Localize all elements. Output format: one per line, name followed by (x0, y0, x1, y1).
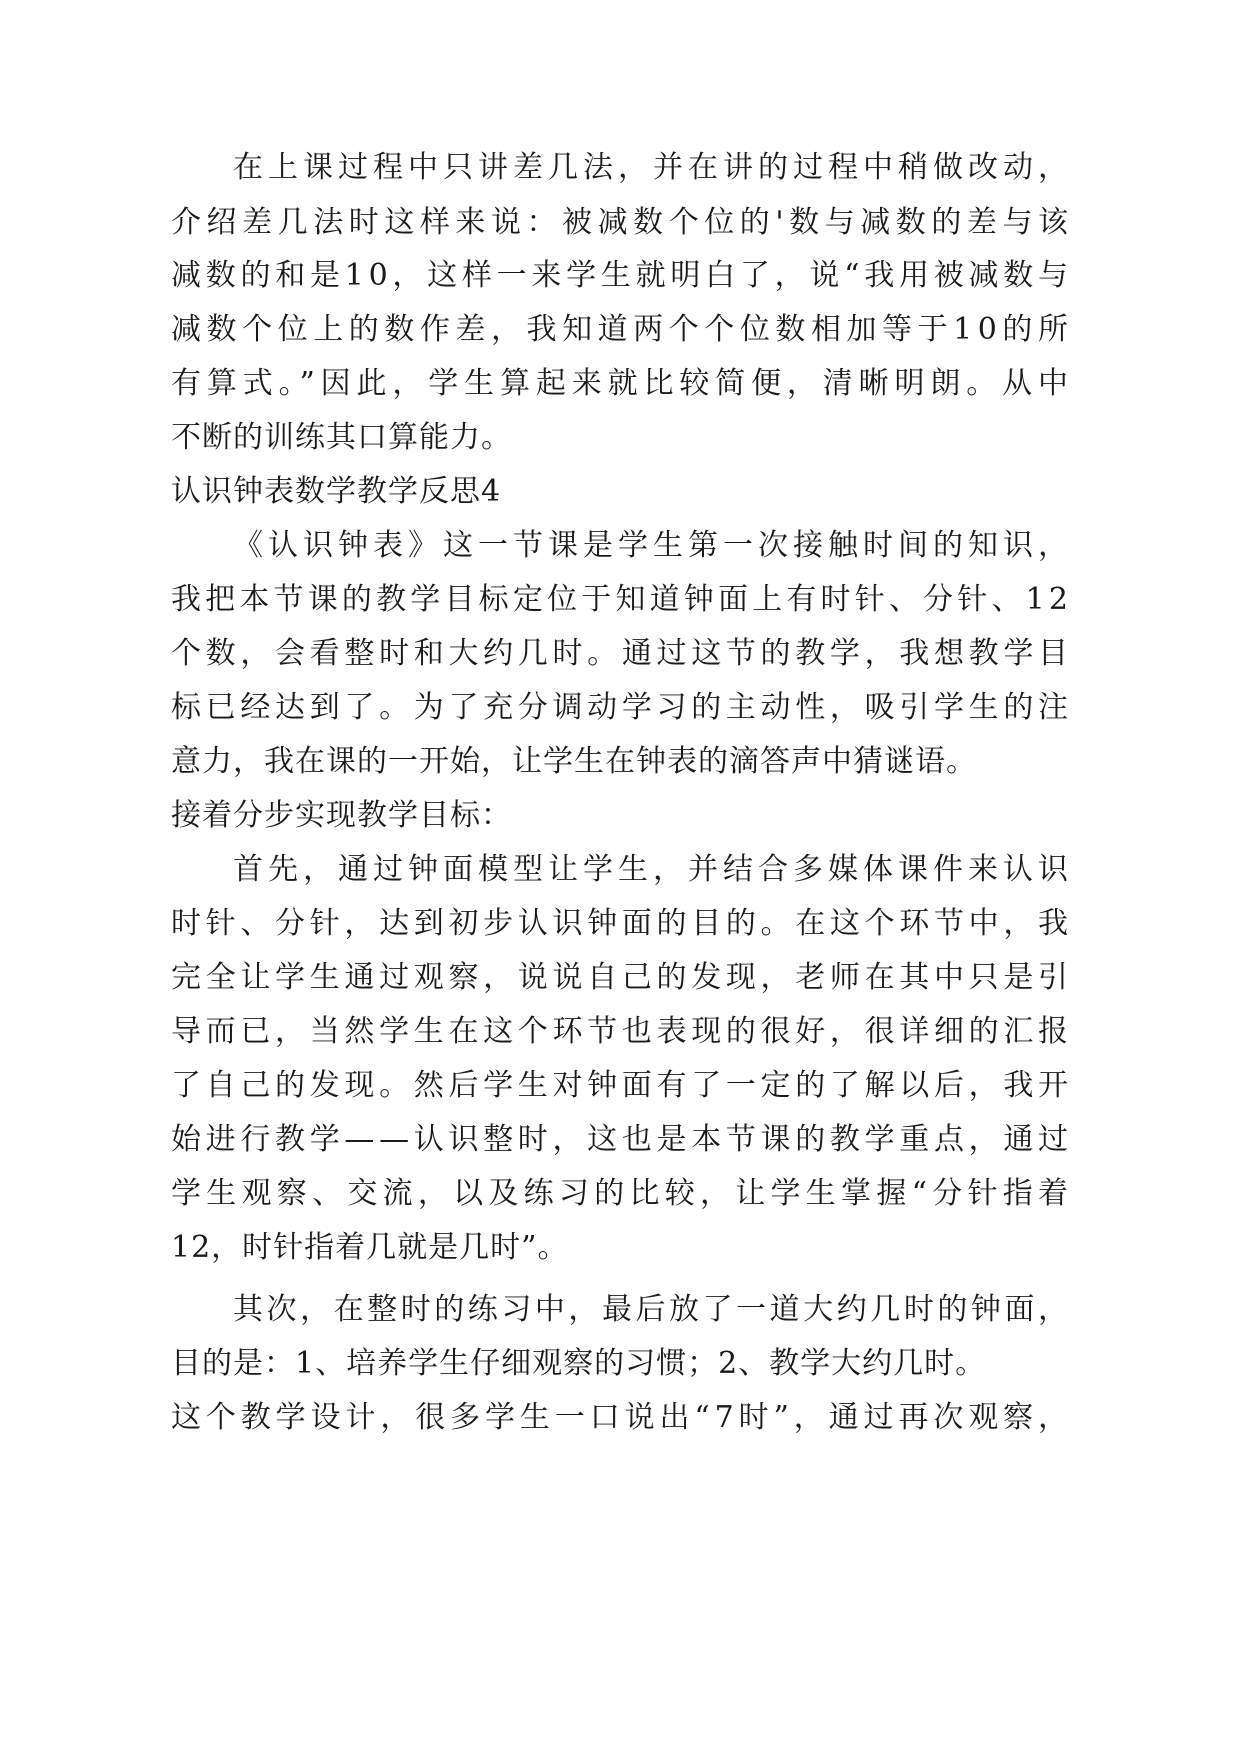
text-line (0, 526, 1241, 566)
paragraph-3-line-4: 导而已，当然学生在这个环节也表现的很好，很详细的汇报 (171, 1014, 1073, 1049)
paragraph-2-line-1: 《认识钟表》这一节课是学生第一次接触时间的知识， (233, 528, 1073, 563)
text-line (0, 203, 1241, 243)
paragraph-1-line-3: 减数的和是10，这样一来学生就明白了，说“我用被减数与 (171, 258, 1073, 293)
paragraph-2-line-5: 意力，我在课的一开始，让学生在钟表的滴答声中猜谜语。 (171, 744, 977, 779)
paragraph-1-line-2: 介绍差几法时这样来说：被减数个位的'数与减数的差与该 (171, 205, 1074, 240)
text-line (0, 364, 1241, 404)
paragraph-3-line-6: 始进行教学——认识整时，这也是本节课的教学重点，通过 (171, 1122, 1073, 1157)
text-line (0, 958, 1241, 998)
text-line (0, 1398, 1241, 1438)
section-heading: 认识钟表数学教学反思4 (171, 474, 502, 509)
text-line (0, 688, 1241, 728)
text-line (0, 850, 1241, 890)
text-line (0, 1066, 1241, 1106)
paragraph-2-line-6: 接着分步实现教学目标： (171, 798, 512, 833)
text-line (0, 472, 1241, 512)
text-line (0, 580, 1241, 620)
text-line (0, 634, 1241, 674)
text-line (0, 1228, 1241, 1268)
text-line (0, 310, 1241, 350)
paragraph-1-line-4: 减数个位上的数作差，我知道两个个位数相加等于10的所 (171, 312, 1074, 347)
paragraph-1-line-1: 在上课过程中只讲差几法，并在讲的过程中稍做改动， (233, 150, 1073, 185)
paragraph-2-line-3: 个数，会看整时和大约几时。通过这节的教学，我想教学目 (171, 636, 1073, 671)
text-line (0, 1012, 1241, 1052)
paragraph-1-line-5: 有算式。”因此，学生算起来就比较简便，清晰明朗。从中 (171, 366, 1074, 401)
paragraph-3-line-5: 了自己的发现。然后学生对钟面有了一定的了解以后，我开 (171, 1068, 1073, 1103)
text-line (0, 796, 1241, 836)
paragraph-4-line-1: 其次，在整时的练习中，最后放了一道大约几时的钟面， (233, 1292, 1072, 1327)
text-line (0, 1174, 1241, 1214)
paragraph-3-line-1: 首先，通过钟面模型让学生，并结合多媒体课件来认识 (233, 852, 1073, 887)
paragraph-4-line-3: 这个教学设计，很多学生一口说出“7时”，通过再次观察， (171, 1400, 1073, 1435)
paragraph-4-line-2: 目的是：1、培养学生仔细观察的习惯；2、教学大约几时。 (171, 1346, 987, 1381)
text-line (0, 1290, 1241, 1330)
text-line (0, 148, 1241, 188)
paragraph-3-line-7: 学生观察、交流，以及练习的比较，让学生掌握“分针指着 (171, 1176, 1074, 1211)
paragraph-1-line-6: 不断的训练其口算能力。 (171, 420, 512, 455)
paragraph-2-line-4: 标已经达到了。为了充分调动学习的主动性，吸引学生的注 (171, 690, 1073, 725)
paragraph-3-line-8: 12，时针指着几就是几时”。 (171, 1230, 569, 1265)
text-line (0, 1120, 1241, 1160)
paragraph-3-line-3: 完全让学生通过观察，说说自己的发现，老师在其中只是引 (171, 960, 1073, 995)
text-line (0, 904, 1241, 944)
text-line (0, 742, 1241, 782)
text-line (0, 418, 1241, 458)
text-line (0, 1344, 1241, 1384)
paragraph-3-line-2: 时针、分针，达到初步认识钟面的目的。在这个环节中，我 (171, 906, 1073, 941)
paragraph-2-line-2: 我把本节课的教学目标定位于知道钟面上有时针、分针、12 (171, 582, 1073, 617)
text-line (0, 256, 1241, 296)
